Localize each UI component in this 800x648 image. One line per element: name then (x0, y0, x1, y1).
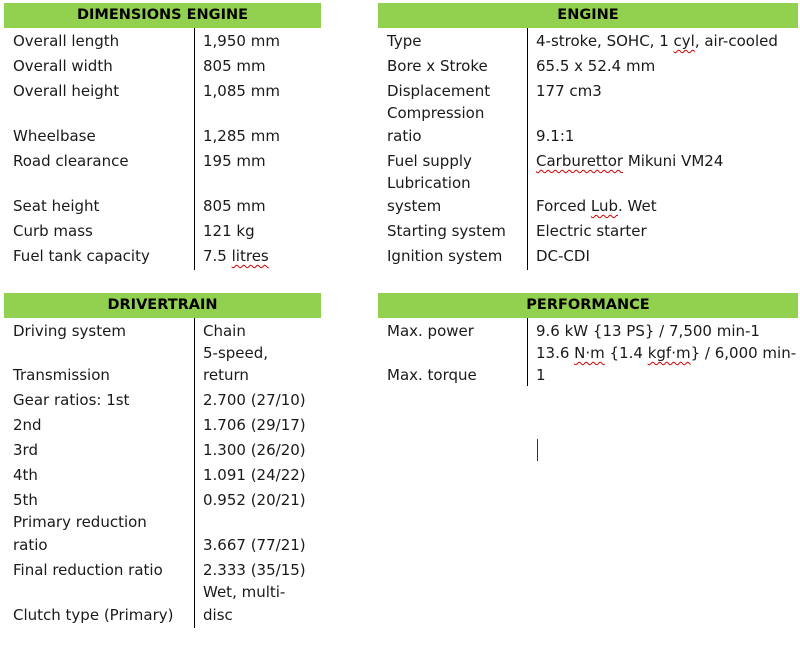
dimensions-value-seat-height: 805 mm (203, 197, 266, 215)
drivetrain-label-gear-5th: 5th (13, 491, 38, 509)
drivetrain-value-gear-2nd: 1.706 (29/17) (203, 416, 306, 434)
drivetrain-value-clutch-line1: Wet, multi- (203, 583, 286, 601)
engine-value-starting-system: Electric starter (536, 222, 647, 240)
dimensions-column-divider (194, 28, 195, 270)
dimensions-label-curb-mass: Curb mass (13, 222, 93, 240)
drivetrain-label-final-reduction: Final reduction ratio (13, 561, 163, 579)
engine-label-type: Type (387, 32, 422, 50)
dimensions-value-road-clearance: 195 mm (203, 152, 266, 170)
text-cursor (537, 439, 538, 461)
torque-unit-kgfm: kgf·m (647, 344, 691, 362)
engine-label-lubrication-line1: Lubrication (387, 174, 471, 192)
dimensions-label-wheelbase: Wheelbase (13, 127, 96, 145)
performance-value-max-torque-line2: 1 (536, 366, 546, 384)
engine-value-lubrication (536, 195, 657, 217)
dimensions-header: DIMENSIONS ENGINE (4, 3, 321, 28)
engine-label-bore-stroke: Bore x Stroke (387, 57, 488, 75)
drivetrain-label-primary-reduction-line1: Primary reduction (13, 513, 147, 531)
performance-value-max-power: 9.6 kW {13 PS} / 7,500 min-1 (536, 322, 760, 340)
engine-label-ignition-system: Ignition system (387, 247, 503, 265)
lubrication-part-1: Forced (536, 197, 591, 215)
performance-label-max-torque: Max. torque (387, 366, 477, 384)
fuel-tank-number: 7.5 (203, 247, 227, 265)
engine-label-displacement: Displacement (387, 82, 491, 100)
engine-label-fuel-supply: Fuel supply (387, 152, 472, 170)
dimensions-label-overall-height: Overall height (13, 82, 120, 100)
engine-value-displacement: 177 cm3 (536, 82, 602, 100)
fuel-supply-model: Mikuni VM24 (623, 152, 724, 170)
dimensions-value-fuel-tank-capacity (203, 245, 269, 267)
drivetrain-value-gear-1st: 2.700 (27/10) (203, 391, 306, 409)
drivetrain-value-gear-4th: 1.091 (24/22) (203, 466, 306, 484)
drivetrain-label-gear-1st: Gear ratios: 1st (13, 391, 130, 409)
dimensions-value-wheelbase: 1,285 mm (203, 127, 280, 145)
engine-label-starting-system: Starting system (387, 222, 506, 240)
dimensions-label-overall-width: Overall width (13, 57, 113, 75)
drivetrain-label-primary-reduction-line2: ratio (13, 536, 48, 554)
drivetrain-label-clutch-type: Clutch type (Primary) (13, 606, 174, 624)
drivetrain-label-gear-4th: 4th (13, 466, 38, 484)
performance-value-max-torque-line1 (536, 342, 796, 364)
dimensions-value-overall-length: 1,950 mm (203, 32, 280, 50)
drivetrain-value-final-reduction: 2.333 (35/15) (203, 561, 306, 579)
drivetrain-value-gear-3rd: 1.300 (26/20) (203, 441, 306, 459)
engine-label-compression-line1: Compression (387, 104, 485, 122)
dimensions-label-overall-length: Overall length (13, 32, 120, 50)
drivetrain-value-transmission-line1: 5-speed, (203, 344, 269, 362)
torque-part-a: 13.6 (536, 344, 575, 362)
drivetrain-value-gear-5th: 0.952 (20/21) (203, 491, 306, 509)
dimensions-value-overall-height: 1,085 mm (203, 82, 280, 100)
engine-value-fuel-supply (536, 150, 723, 172)
engine-value-bore-stroke: 65.5 x 52.4 mm (536, 57, 656, 75)
engine-type-part-3: , air-cooled (694, 32, 778, 50)
dimensions-label-road-clearance: Road clearance (13, 152, 129, 170)
drivetrain-column-divider (194, 318, 195, 628)
drivetrain-value-driving-system: Chain (203, 322, 246, 340)
dimensions-label-seat-height: Seat height (13, 197, 100, 215)
drivetrain-label-gear-2nd: 2nd (13, 416, 42, 434)
torque-part-c: {1.4 (604, 344, 648, 362)
engine-column-divider (527, 28, 528, 270)
performance-column-divider (527, 318, 528, 386)
engine-label-compression-line2: ratio (387, 127, 422, 145)
torque-part-e: } / 6,000 min- (690, 344, 797, 362)
drivetrain-label-gear-3rd: 3rd (13, 441, 38, 459)
engine-value-compression: 9.1:1 (536, 127, 575, 145)
drivetrain-header: DRIVERTRAIN (4, 293, 321, 318)
performance-label-max-power: Max. power (387, 322, 474, 340)
dimensions-value-overall-width: 805 mm (203, 57, 266, 75)
engine-type-cyl: cyl (673, 32, 695, 50)
lubrication-lub: Lub (590, 197, 618, 215)
drivetrain-label-transmission: Transmission (13, 366, 110, 384)
drivetrain-value-primary-reduction: 3.667 (77/21) (203, 536, 306, 554)
engine-header: ENGINE (378, 3, 798, 28)
dimensions-value-curb-mass: 121 kg (203, 222, 255, 240)
fuel-supply-carburettor: Carburettor (536, 152, 624, 170)
drivetrain-value-transmission-line2: return (203, 366, 249, 384)
lubrication-part-3: . Wet (618, 197, 657, 215)
engine-type-part-1: 4-stroke, SOHC, 1 (536, 32, 669, 50)
engine-label-lubrication-line2: system (387, 197, 442, 215)
fuel-tank-unit: litres (231, 247, 269, 265)
drivetrain-label-driving-system: Driving system (13, 322, 126, 340)
torque-unit-nm: N·m (574, 344, 605, 362)
engine-value-ignition-system: DC-CDI (536, 247, 590, 265)
engine-value-type (536, 30, 778, 52)
drivetrain-value-clutch-line2: disc (203, 606, 233, 624)
performance-header: PERFORMANCE (378, 293, 798, 318)
dimensions-label-fuel-tank-capacity: Fuel tank capacity (13, 247, 150, 265)
